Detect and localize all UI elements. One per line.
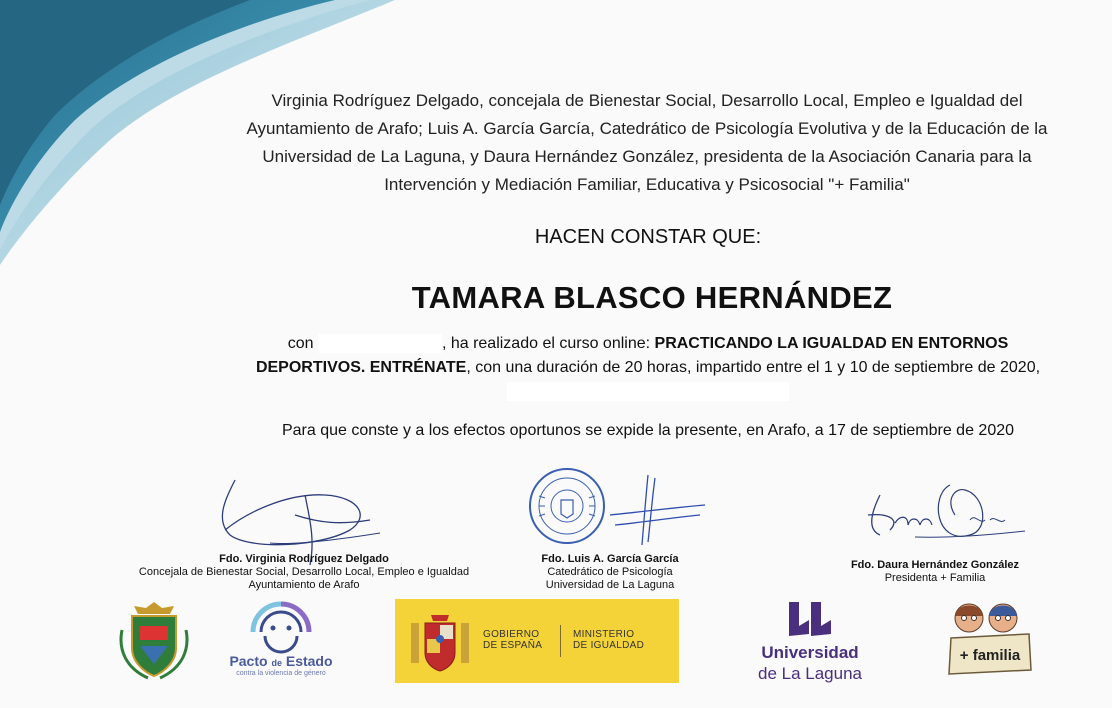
ull-logo-mark — [785, 600, 835, 638]
body-part2: , con una duración de 20 horas, impartido entre el 1 y 10 de septiembre de 2020, — [466, 359, 1041, 376]
redacted-text — [507, 382, 789, 401]
signatory-1-name: Fdo. Virginia Rodríguez Delgado — [219, 553, 389, 565]
gobierno-divider — [560, 625, 561, 657]
redacted-id — [318, 334, 442, 353]
signatory-1-role: Concejala de Bienestar Social, Desarrollo Local, Empleo e Igualdad — [138, 566, 470, 578]
recipient-name: TAMARA BLASCO HERNÁNDEZ — [411, 280, 893, 315]
ull-line2: de La Laguna — [758, 664, 862, 683]
signatory-1-org: Ayuntamiento de Arafo — [248, 579, 360, 591]
signatory-2-role: Catedrático de Psicología — [547, 566, 673, 578]
signatory-2 — [500, 553, 720, 592]
pacto-de-estado-logo — [245, 600, 317, 660]
certify-heading: HACEN CONSTAR QUE: — [534, 226, 762, 248]
ull-label — [745, 642, 875, 684]
familia-text: + familia — [959, 647, 1021, 664]
signatory-1 — [118, 553, 490, 592]
ministerio-text — [573, 629, 644, 651]
signatory-2-org: Universidad de La Laguna — [545, 579, 675, 591]
course-paragraph — [238, 332, 1058, 404]
pacto-estado: Estado — [285, 653, 333, 669]
body-con: con — [287, 335, 314, 352]
pacto-de: de — [271, 658, 282, 668]
pacto-subtitle: contra la violencia de género — [236, 670, 326, 677]
ministerio-line1: MINISTERIO — [573, 629, 635, 640]
ull-line1: Universidad — [761, 643, 859, 662]
gobierno-line2: DE ESPAÑA — [483, 640, 543, 651]
signatory-3 — [835, 559, 1035, 585]
university-seal — [527, 466, 607, 546]
gobierno-text — [483, 629, 542, 651]
signatory-3-role: Presidenta + Familia — [884, 572, 986, 584]
gobierno-ministerio-logo — [395, 599, 679, 683]
intro-paragraph: Virginia Rodríguez Delgado, concejala de Bienestar Social, Desarrollo Local, Empleo e Igualdad del Ayuntamiento de Arafo; Luis A. García García, Catedrático de Psicología Evolutiva y de la Educación de la Universidad de La Laguna, y Daura Hernández González, presidenta de la Asociación Canaria para la Intervención y Mediación Familiar, Educativa y Psicosocial "+ Familia" — [246, 91, 1048, 194]
closing-statement: Para que conste y a los efectos oportunos se expide la presente, en Arafo, a 17 de septiembre de 2020 — [281, 422, 1015, 439]
arafo-coat-of-arms-logo — [118, 600, 190, 680]
ministerio-line2: DE IGUALDAD — [573, 640, 645, 651]
spain-coat-of-arms-icon — [407, 609, 473, 673]
body-part1: , ha realizado el curso online: — [441, 335, 655, 352]
pacto-label — [222, 653, 340, 677]
course-title: PRACTICANDO LA IGUALDAD EN ENTORNOS DEPORTIVOS. ENTRÉNATE — [255, 335, 1009, 376]
gobierno-line1: GOBIERNO — [483, 629, 540, 640]
signature-daura — [860, 475, 1030, 565]
mas-familia-logo — [945, 598, 1035, 678]
signatory-2-name: Fdo. Luis A. García García — [541, 553, 679, 565]
signatory-3-name: Fdo. Daura Hernández González — [850, 559, 1020, 571]
pacto-word: Pacto — [229, 653, 268, 669]
signature-luis — [600, 470, 710, 550]
